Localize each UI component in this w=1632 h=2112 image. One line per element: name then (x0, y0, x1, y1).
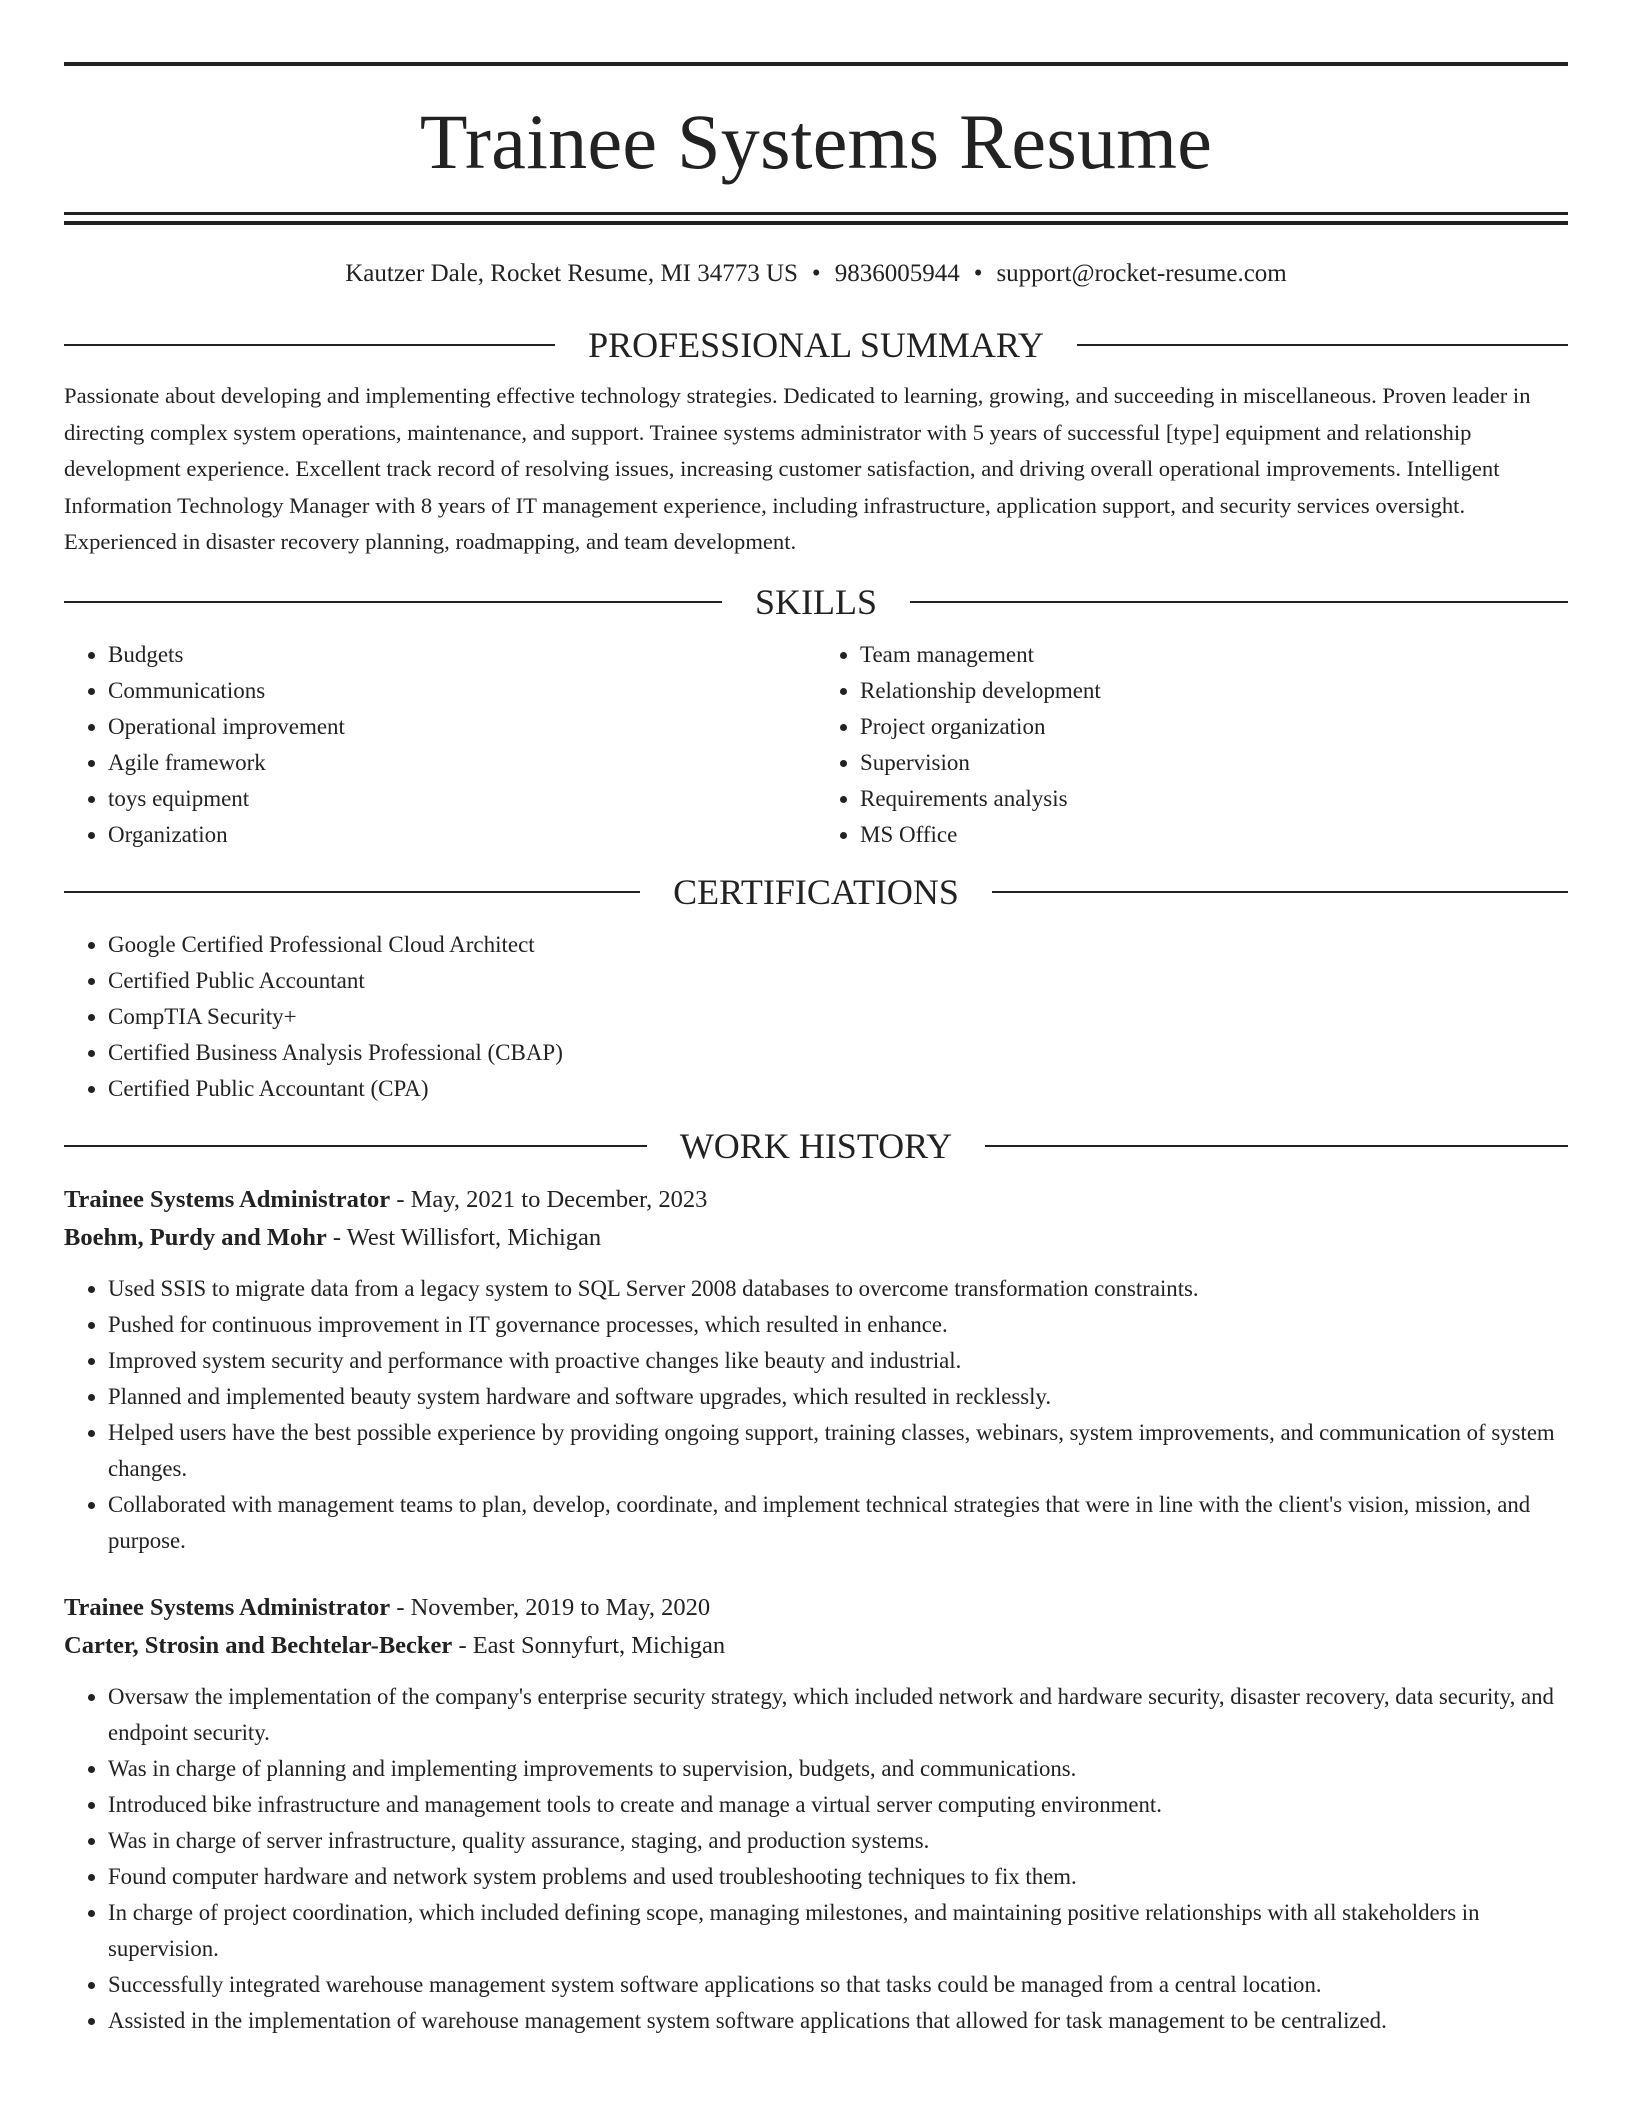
skill-item: • Supervision (860, 745, 1568, 781)
job-duty: • Found computer hardware and network system problems and used troubleshooting techniques to fix them. (108, 1859, 1568, 1895)
certification-item: • Google Certified Professional Cloud Architect (108, 927, 1568, 963)
certification-item: • CompTIA Security+ (108, 999, 1568, 1035)
job-duty: • Assisted in the implementation of warehouse management system software applications that allowed for task management to be centralized. (108, 2003, 1568, 2039)
title-rule-lower (64, 221, 1568, 225)
job-entry (64, 1181, 1568, 1559)
section-heading-skills (64, 579, 1568, 625)
skill-item: • Relationship development (860, 673, 1568, 709)
heading-rule-left (64, 891, 640, 893)
job-duty: • Used SSIS to migrate data from a legacy system to SQL Server 2008 databases to overcome transformation constraints. (108, 1271, 1568, 1307)
job-duty: • Was in charge of server infrastructure, quality assurance, staging, and production systems. (108, 1823, 1568, 1859)
heading-rule-left (64, 344, 555, 346)
skills-list-left (64, 637, 816, 853)
skill-item: • Budgets (108, 637, 816, 673)
summary-paragraph: Passionate about developing and implementing effective technology strategies. Dedicated to learning, growing, and succeeding in miscellaneous. Proven leader in directing complex system operations, maintenance, and support. Trainee systems administrator with 5 years of successful [type] equipment and relationship development experience. Excellent track record of resolving issues, increasing customer satisfaction, and driving overall operational improvements. Intelligent Information Technology Manager with 8 years of IT management experience, including infrastructure, application support, and security services oversight. Experienced in disaster recovery planning, roadmapping, and team development. (64, 383, 1531, 554)
contact-separator: • (973, 260, 983, 287)
skill-item: • MS Office (860, 817, 1568, 853)
resume-content (64, 62, 1568, 2039)
skill-item: • Requirements analysis (860, 781, 1568, 817)
section-title-summary: PROFESSIONAL SUMMARY (588, 325, 1044, 365)
job-title-line (64, 1181, 1568, 1219)
job-dates: - May, 2021 to December, 2023 (390, 1185, 708, 1213)
skill-item: • Organization (108, 817, 816, 853)
certifications-list (64, 927, 1568, 1107)
job-title-line (64, 1589, 1568, 1627)
skill-item: • Operational improvement (108, 709, 816, 745)
job-location: - West Willisfort, Michigan (326, 1223, 602, 1251)
job-company: Boehm, Purdy and Mohr (64, 1223, 327, 1251)
section-title-work-history: WORK HISTORY (679, 1125, 953, 1166)
heading-rule-left (64, 601, 722, 603)
job-duty: • Collaborated with management teams to plan, develop, coordinate, and implement technical strategies that were in line with the client's vision, mission, and purpose. (108, 1487, 1568, 1559)
skill-item: • Communications (108, 673, 816, 709)
job-duties-list (64, 1271, 1568, 1559)
certification-item: • Certified Public Accountant (108, 963, 1568, 999)
job-duty: • Planned and implemented beauty system hardware and software upgrades, which resulted in recklessly. (108, 1379, 1568, 1415)
job-company-line (64, 1627, 1568, 1665)
job-duty: • Introduced bike infrastructure and management tools to create and manage a virtual server computing environment. (108, 1787, 1568, 1823)
heading-rule-right (910, 601, 1568, 603)
job-company: Carter, Strosin and Bechtelar-Becker (64, 1631, 453, 1659)
title-rule-upper (64, 212, 1568, 215)
section-title-certifications: CERTIFICATIONS (673, 871, 959, 912)
skills-list-right (816, 637, 1568, 853)
contact-phone: 9836005944 (834, 260, 960, 287)
certification-item: • Certified Public Accountant (CPA) (108, 1071, 1568, 1107)
job-location: - East Sonnyfurt, Michigan (452, 1631, 726, 1659)
skill-item: • Project organization (860, 709, 1568, 745)
job-title: Trainee Systems Administrator (64, 1593, 391, 1621)
job-entry (64, 1589, 1568, 2039)
skill-item: • Agile framework (108, 745, 816, 781)
contact-separator: • (811, 260, 821, 287)
job-duty: • Helped users have the best possible experience by providing ongoing support, training classes, webinars, system improvements, and communication of system changes. (108, 1415, 1568, 1487)
top-rule (64, 62, 1568, 66)
heading-rule-right (992, 891, 1568, 893)
section-heading-work-history (64, 1123, 1568, 1169)
skill-item: • Team management (860, 637, 1568, 673)
job-duties-list (64, 1679, 1568, 2039)
contact-email: support@rocket-resume.com (996, 260, 1287, 287)
section-heading-certifications (64, 869, 1568, 915)
heading-rule-right (985, 1145, 1568, 1147)
contact-line (64, 257, 1568, 291)
contact-address: Kautzer Dale, Rocket Resume, MI 34773 US (345, 260, 798, 287)
job-duty: • Was in charge of planning and implementing improvements to supervision, budgets, and communications. (108, 1751, 1568, 1787)
skill-item: • toys equipment (108, 781, 816, 817)
job-duty: • Oversaw the implementation of the company's enterprise security strategy, which included network and hardware security, disaster recovery, data security, and endpoint security. (108, 1679, 1568, 1751)
job-duty: • Successfully integrated warehouse management system software applications so that tasks could be managed from a central location. (108, 1967, 1568, 2003)
job-duty: • Improved system security and performance with proactive changes like beauty and industrial. (108, 1343, 1568, 1379)
job-title: Trainee Systems Administrator (64, 1185, 391, 1213)
job-duty: • In charge of project coordination, which included defining scope, managing milestones, and maintaining positive relationships with all stakeholders in supervision. (108, 1895, 1568, 1967)
job-company-line (64, 1219, 1568, 1257)
heading-rule-right (1077, 344, 1568, 346)
section-title-skills: SKILLS (755, 581, 878, 622)
certification-item: • Certified Business Analysis Professional (CBAP) (108, 1035, 1568, 1071)
section-heading-summary (64, 322, 1568, 368)
skills-columns (64, 637, 1568, 853)
page-title: Trainee Systems Resume (419, 98, 1213, 185)
job-duty: • Pushed for continuous improvement in IT governance processes, which resulted in enhance. (108, 1307, 1568, 1343)
job-dates: - November, 2019 to May, 2020 (390, 1593, 711, 1621)
heading-rule-left (64, 1145, 647, 1147)
